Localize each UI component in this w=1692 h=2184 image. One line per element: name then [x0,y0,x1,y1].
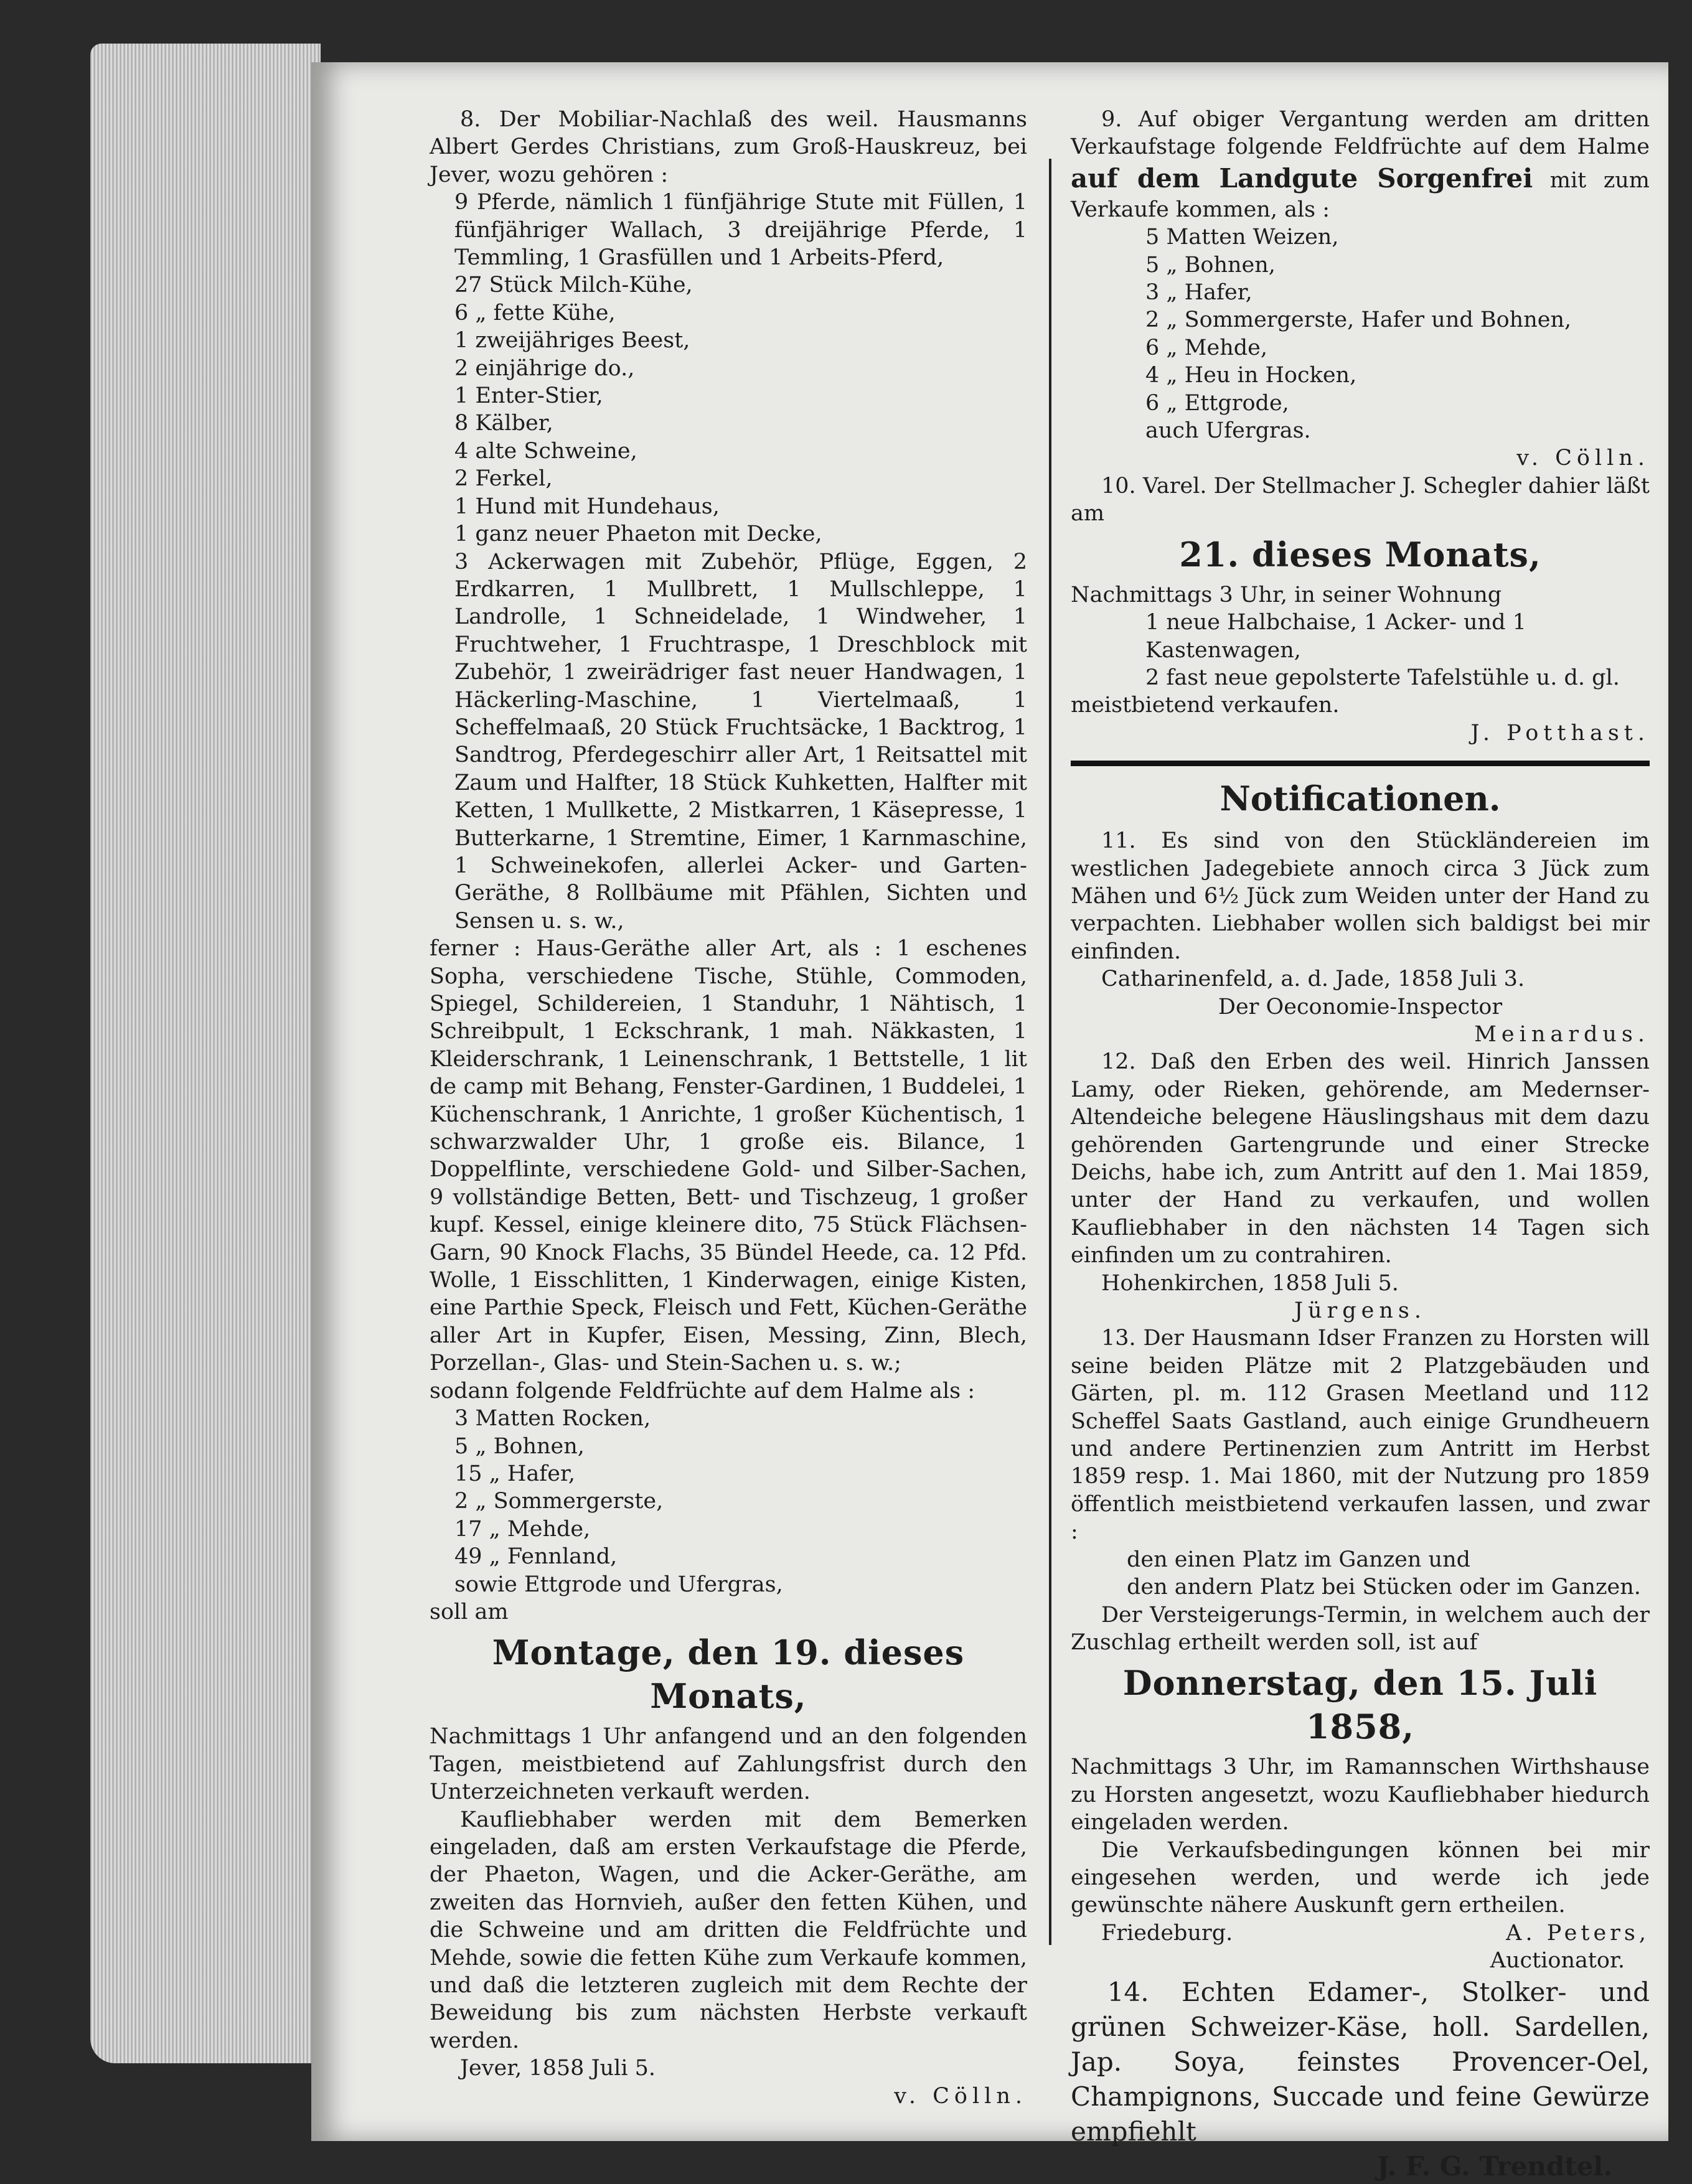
list-item: 17 „ Mehde, [454,1516,591,1542]
sec13-time: Nachmittags 3 Uhr, im Ramannschen Wirthshause zu Horsten angesetzt, wozu Kaufliebhaber hiedurch eingeladen werden. [1071,1755,1650,1835]
list-item: 2 Ferkel, [454,466,553,492]
list-item: 6 „ fette Kühe, [454,300,616,326]
list-item: 3 Matten Rocken, [454,1406,651,1432]
list-item: 5 Matten Weizen, [1145,225,1339,250]
crops-list [430,1405,1027,1598]
livestock-list [430,189,1027,935]
signature-peters: A. Peters, [1506,1920,1650,1946]
list-item: 1 Enter-Stier, [454,383,603,409]
sec8-intro: 8. Der Mobiliar-Nachlaß des weil. Hausmanns Albert Gerdes Christians, zum Groß-Hauskreuz, bei Jever, wozu gehören : [430,107,1027,187]
right-column [1071,106,1650,2184]
buyers-notice: Kaufliebhaber werden mit dem Bemerken eingeladen, daß am ersten Verkaufstage die Pferde, der Phaeton, Wagen, und die Acker-Geräthe, am zweiten das Hornvieh, außer den fetten Kühen, und die Schweine und am dritten die Feldfrüchte und Mehde, sowie die fetten Kühe zum Verkaufe kommen, und daß die letzteren zugleich mit dem Rechte der Beweidung bis zum nächsten Herbste verkauft werden. [430,1807,1027,2053]
list-item: den einen Platz im Ganzen und [1127,1547,1471,1572]
list-item: sowie Ettgrode und Ufergras, [454,1572,783,1597]
sec9-text-a: 9. Auf obiger Vergantung werden am dritten Verkaufstage folgende Feldfrüchte auf dem Halme [1071,107,1650,160]
list-item: 4 „ Heu in Hocken, [1145,363,1357,388]
sec9-text-b: mit zum Verkaufe kommen, als : [1071,167,1650,222]
signature-trendtel: J. F. G. Trendtel. [1377,2150,1612,2182]
list-item: 3 Ackerwagen mit Zubehör, Pflüge, Eggen, 2 Erdkarren, 1 Mullbrett, 1 Mullschleppe, 1 Landrolle, 1 Schneidelade, 1 Windweher, 1 Fruchtweher, 1 Fruchtraspe, 1 Dreschblock mit Zubehör, 1 zweirädriger fast neuer Handwagen, 1 Häckerling-Maschine, 1 Viertelmaaß, 1 Scheffelmaaß, 20 Stück Fruchtsäcke, 1 Backtrog, 1 Sandtrog, Pferdegeschirr aller Art, 1 Reitsattel mit Zaum und Halfter, 18 Stück Kuhketten, Halfter mit Ketten, 1 Mullkette, 2 Mistkarren, 1 Käsepresse, 1 Butterkarne, 1 Stremtine, Eimer, 1 Karnmaschine, 1 Schweinekofen, allerlei Acker- und Garten-Geräthe, 8 Rollbäume mit Pfählen, Sichten und Sensen u. s. w., [454,549,1027,934]
list-item: 5 „ Bohnen, [1145,252,1276,278]
list-item: den andern Platz bei Stücken oder im Ganzen. [1127,1575,1641,1600]
signature-juergens: Jürgens. [1294,1298,1427,1324]
crops-intro: sodann folgende Feldfrüchte auf dem Halme als : [430,1378,975,1404]
date-heading-19: Montage, den 19. dieses Monats, [492,1633,965,1717]
list-item: 2 „ Sommergerste, [454,1489,664,1514]
notifications-heading: Notificationen. [1220,779,1501,819]
date-heading-21: 21. dieses Monats, [1179,534,1541,574]
place-date: Jever, 1858 Juli 5. [460,2056,656,2081]
list-item: 1 zweijähriges Beest, [454,328,690,354]
section-rule [1071,761,1650,766]
sec13-place [1071,1919,1650,1947]
list-item: 5 „ Bohnen, [454,1433,585,1459]
sec12-place: Hohenkirchen, 1858 Juli 5. [1101,1270,1399,1296]
sec12-text: 12. Daß den Erben des weil. Hinrich Janssen Lamy, oder Rieken, gehörende, am Medernser-Altendeiche belegene Häuslingshaus mit dem dazu gehörenden Gartengrunde und einer Strecke Deichs, habe ich, zum Antritt auf den 1. Mai 1859, unter der Hand zu verkaufen, und wollen Kaufliebhaber in den nächsten 14 Tagen sich einfinden um zu contrahiren. [1071,1049,1650,1268]
list-item: 2 einjährige do., [454,355,635,381]
sec11-place: Catharinenfeld, a. d. Jade, 1858 Juli 3. [1101,967,1525,992]
list-item: 1 ganz neuer Phaeton mit Decke, [454,522,822,547]
list-item: 6 „ Ettgrode, [1145,390,1289,416]
sec10-text: 10. Varel. Der Stellmacher J. Schegler dahier läßt am [1071,473,1650,527]
soll-am: soll am [430,1599,509,1624]
sale-time: Nachmittags 1 Uhr anfangend und an den folgenden Tagen, meistbietend auf Zahlungsfrist durch den Unterzeichneten verkauft werden. [430,1724,1027,1805]
signature-potthast: J. Potthast. [1470,720,1650,746]
sec11-text: 11. Es sind von den Stückländereien im westlichen Jadegebiete annoch circa 3 Jück zum Mähen und 6½ Jück zum Weiden unter der Hand zu verpachten. Liebhaber wollen sich baldigst bei mir einfinden. [1071,828,1650,964]
list-item: 1 neue Halbchaise, 1 Acker- und 1 Kastenwagen, [1145,610,1526,663]
date-heading-15: Donnerstag, den 15. Juli 1858, [1122,1663,1598,1747]
sec9-text [1071,106,1650,223]
list-item: 27 Stück Milch-Kühe, [454,273,693,298]
household-items: ferner : Haus-Geräthe aller Art, als : 1 eschenes Sopha, verschiedene Tische, Stühle, Commoden, Spiegel, Schildereien, 1 Standuhr, 1 Nähtisch, 1 Schreibpult, 1 Eckschrank, 1 mah. Näkkasten, 1 Kleiderschrank, 1 Leinenschrank, 1 Bettstelle, 1 lit de camp mit Behang, Fenster-Gardinen, 1 Buddelei, 1 Küchenschrank, 1 Anrichte, 1 großer Küchentisch, 1 schwarzwalder Uhr, 1 große eis. Bilance, 1 Doppelflinte, verschiedene Gold- und Silber-Sachen, 9 vollständige Betten, Bett- und Tischzeug, 1 großer kupf. Kessel, einige kleinere dito, 75 Stück Flächsen-Garn, 90 Knock Flachs, 35 Bündel Heede, ca. 12 Pfd. Wolle, 1 Eisschlitten, 1 Kinderwagen, einige Kisten, eine Parthie Speck, Fleisch und Fett, Küchen-Geräthe aller Art in Kupfer, Eisen, Messing, Zinn, Blech, Porzellan-, Glas- und Stein-Sachen u. s. w.; [430,936,1027,1376]
sec10-items [1071,609,1650,691]
list-item: auch Ufergras. [1145,418,1311,444]
column-divider [1049,159,1051,1945]
list-item: 1 Hund mit Hundehaus, [454,494,720,519]
sec13-options [1071,1546,1650,1601]
sec13-term: Der Versteigerungs-Termin, in welchem auch der Zuschlag ertheilt werden soll, ist auf [1071,1602,1650,1655]
list-item: 3 „ Hafer, [1145,280,1253,306]
sec13-conditions: Die Verkaufsbedingungen können bei mir eingesehen werden, und werde ich jede gewünschte nähere Auskunft gern ertheilen. [1071,1837,1650,1918]
left-column [430,106,1027,2110]
list-item: 4 alte Schweine, [454,438,637,464]
list-item: 6 „ Mehde, [1145,335,1267,360]
sec13-text: 13. Der Hausmann Idser Franzen zu Horsten will seine beiden Plätze mit 2 Platzgebäuden und Gärten, pl. m. 112 Grasen Meetland und 112 Scheffel Saats Gastland, auch einige Grundheuern und andere Pertinenzien zum Antritt im Herbst 1859 resp. 1. Mai 1860, mit der Nutzung pro 1859 öffentlich meistbietend verkaufen lassen, und zwar : [1071,1326,1650,1545]
list-item: 9 Pferde, nämlich 1 fünfjährige Stute mit Füllen, 1 fünfjähriger Wallach, 3 dreijährige Pferde, 1 Temmling, 1 Grasfüllen und 1 Arbeits-Pferd, [454,190,1027,271]
sec11-title: Der Oeconomie-Inspector [1218,994,1503,1019]
sec9-crops-list [1071,223,1650,444]
sec14-text: 14. Echten Edamer-, Stolker- und grünen Schweizer-Käse, holl. Sardellen, Jap. Soya, feinstes Provencer-Oel, Champignons, Succade und feine Gewürze empfiehlt [1071,1976,1650,2147]
sec10-end: meistbietend verkaufen. [1071,693,1340,718]
list-item: 15 „ Hafer, [454,1461,575,1486]
signature-coelln: v. Cölln. [894,2083,1027,2109]
sec13-auctionator: Auctionator. [1490,1948,1625,1974]
sec13-place-name: Friedeburg. [1101,1920,1233,1946]
signature-meinardus: Meinardus. [1474,1021,1650,1047]
list-item: 2 „ Sommergerste, Hafer und Bohnen, [1145,307,1572,333]
list-item: 8 Kälber, [454,411,553,436]
list-item: 2 fast neue gepolsterte Tafelstühle u. d. gl. [1145,665,1620,690]
signature-coelln-9: v. Cölln. [1516,446,1650,471]
sec10-time: Nachmittags 3 Uhr, in seiner Wohnung [1071,582,1502,607]
book-page-edges [90,44,321,2063]
sec9-estate: auf dem Landgute Sorgenfrei [1071,162,1533,194]
list-item: 49 „ Fennland, [454,1544,618,1570]
